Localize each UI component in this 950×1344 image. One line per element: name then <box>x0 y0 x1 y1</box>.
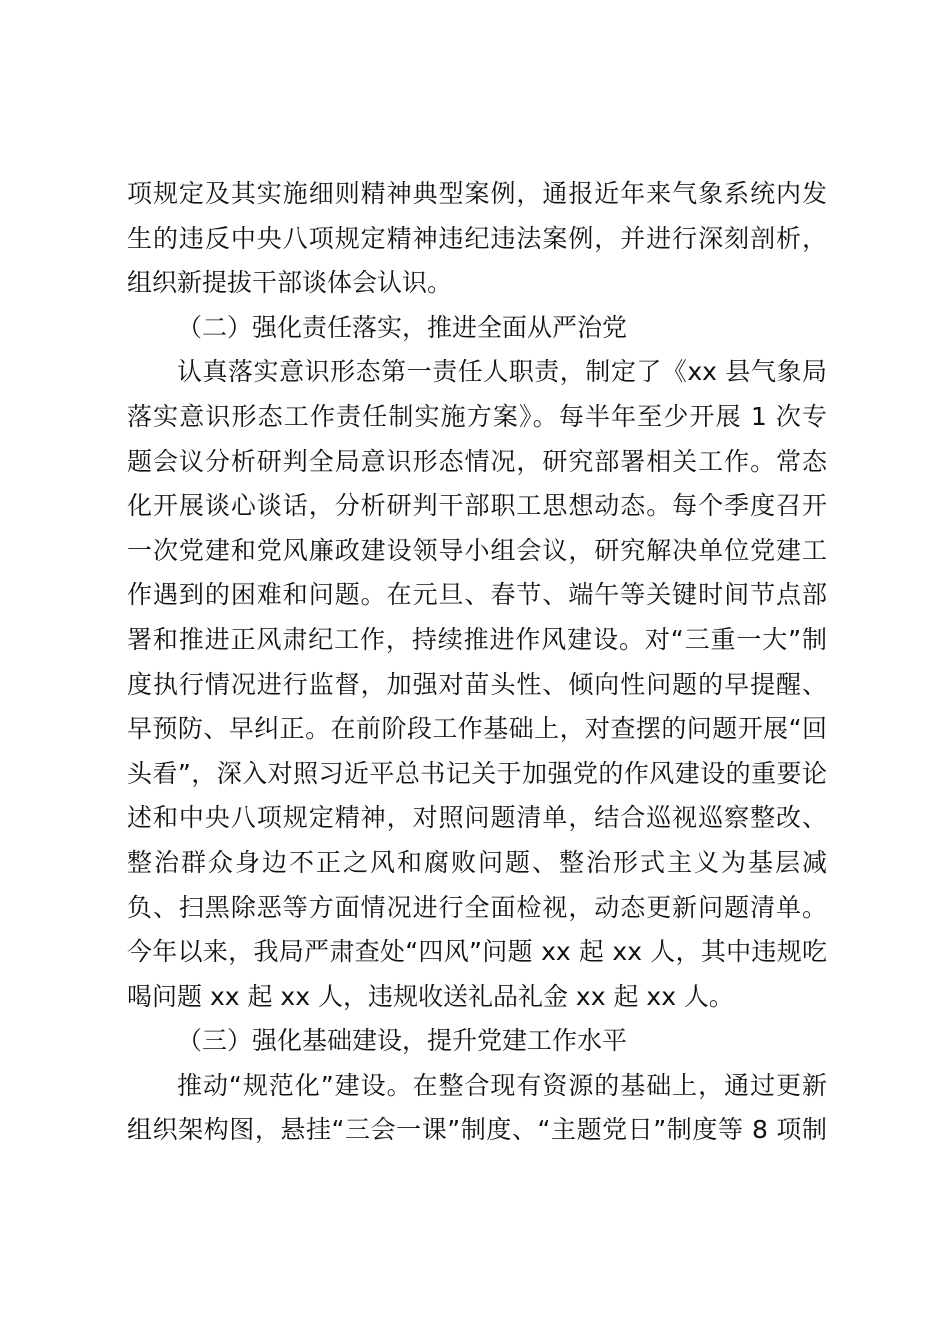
text-line: 度执行情况进行监督，加强对苗头性、倾向性问题的早提醒、 <box>127 669 827 699</box>
text-line: 组织架构图，悬挂“三会一课”制度、“主题党日”制度等 8 项制 <box>127 1115 827 1145</box>
text-line: 负、扫黑除恶等方面情况进行全面检视，动态更新问题清单。 <box>127 892 827 922</box>
text-line: 述和中央八项规定精神，对照问题清单，结合巡视巡察整改、 <box>127 803 827 833</box>
text-line: 项规定及其实施细则精神典型案例，通报近年来气象系统内发 <box>127 179 827 208</box>
text-line: 落实意识形态工作责任制实施方案》。每半年至少开展 1 次专 <box>127 401 827 431</box>
text-line: 今年以来，我局严肃查处“四风”问题 xx 起 xx 人，其中违规吃 <box>127 937 827 967</box>
text-line: 题会议分析研判全局意识形态情况，研究部署相关工作。常态 <box>127 446 827 476</box>
body-text <box>127 172 827 1153</box>
text-line: 作遇到的困难和问题。在元旦、春节、端午等关键时间节点部 <box>127 580 827 610</box>
text-line: 生的违反中央八项规定精神违纪违法案例，并进行深刻剖析， <box>127 223 827 253</box>
text-line: 早预防、早纠正。在前阶段工作基础上，对查摆的问题开展“回 <box>127 714 827 744</box>
text-line: 喝问题 xx 起 xx 人，违规收送礼品礼金 xx 起 xx 人。 <box>127 981 734 1011</box>
text-line: 化开展谈心谈话，分析研判干部职工思想动态。每个季度召开 <box>127 491 827 521</box>
section-heading: （二）强化责任落实，推进全面从严治党 <box>177 312 628 342</box>
text-line: 整治群众身边不正之风和腐败问题、整治形式主义为基层减 <box>127 847 827 877</box>
text-line: 推动“规范化”建设。在整合现有资源的基础上，通过更新 <box>177 1070 827 1100</box>
text-line: 认真落实意识形态第一责任人职责，制定了《xx 县气象局 <box>177 357 827 387</box>
text-line: 一次党建和党风廉政建设领导小组会议，研究解决单位党建工 <box>127 535 827 565</box>
text-line: 组织新提拔干部谈体会认识。 <box>127 268 453 298</box>
text-line: 署和推进正风肃纪工作，持续推进作风建设。对“三重一大”制 <box>127 624 827 654</box>
section-heading: （三）强化基础建设，提升党建工作水平 <box>177 1026 628 1056</box>
text-line: 头看”，深入对照习近平总书记关于加强党的作风建设的重要论 <box>127 758 827 788</box>
